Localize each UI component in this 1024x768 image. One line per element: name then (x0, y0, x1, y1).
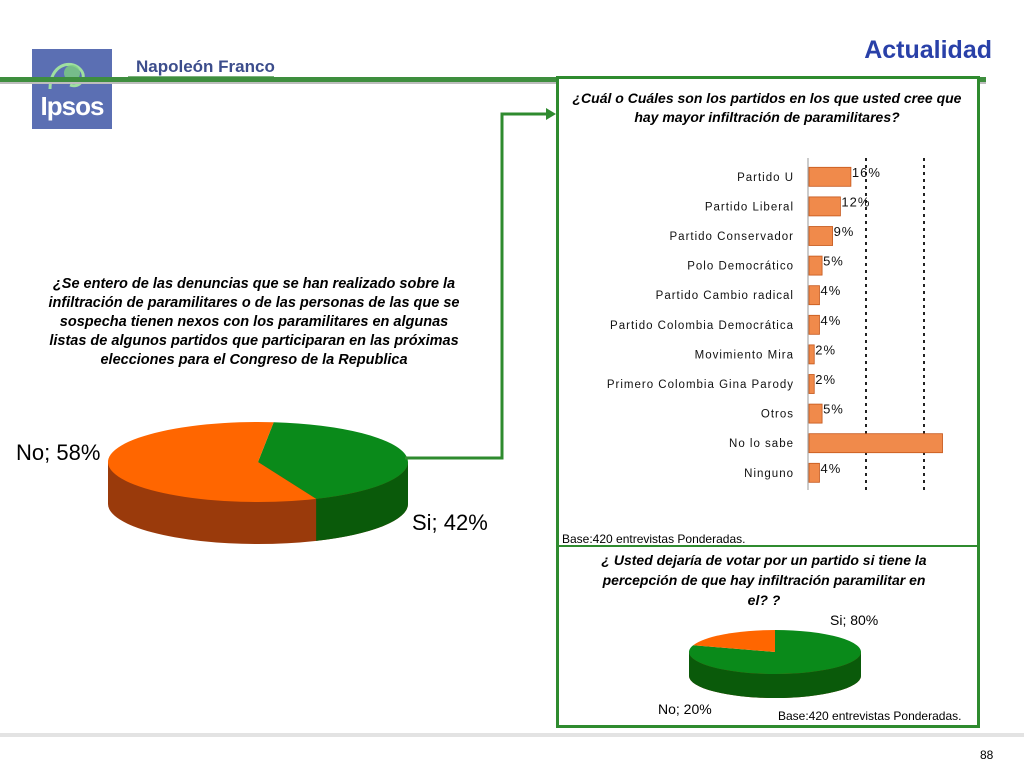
bar-data-label: 9% (833, 224, 855, 239)
page-title: Actualidad (864, 36, 992, 64)
pie2-label-si: Si; 80% (830, 612, 879, 628)
brand-name: Napoleón Franco (136, 57, 275, 76)
pie-chart-1 (100, 418, 420, 558)
bar-1 (809, 197, 840, 216)
bar-category-label: Ninguno (744, 467, 794, 480)
base-note-1: Base:420 entrevistas Ponderadas. (562, 532, 746, 546)
bar-category-label: Movimiento Mira (694, 349, 794, 362)
bar-6 (809, 345, 814, 364)
bar-chart-parties (558, 156, 970, 496)
pie2-label-no: No; 20% (658, 701, 712, 717)
pie1-label-no: No; 58% (16, 440, 101, 465)
page-number: 88 (980, 748, 994, 762)
bar-category-label: Partido Cambio radical (655, 290, 794, 303)
bar-data-label: 5% (823, 253, 844, 269)
bar-category-label: Otros (760, 408, 794, 421)
bar-data-label: 16% (851, 164, 881, 180)
bar-category-label: Primero Colombia Gina Parody (606, 379, 794, 391)
question-1-text: ¿Se entero de las denuncias que se han realizado sobre la infiltración de paramilitares o de las personas de las que se sospecha tienen nexos con los paramilitares en algunas listas de algunos partidos que participaran en las próximas elecciones para el Congreso de la Republica (48, 276, 460, 368)
pie-chart-2 (680, 626, 870, 706)
bar-category-label: Partido Colombia Democrática (610, 319, 794, 332)
bar-data-label: 12% (841, 194, 871, 210)
bar-category-label: Partido Liberal (704, 201, 794, 214)
bar-category-label: Partido Conservador (669, 231, 794, 243)
ipsos-logo (32, 49, 112, 129)
bar-data-label: 2% (815, 342, 837, 358)
bar-data-label: 5% (823, 401, 844, 417)
bar-7 (809, 375, 814, 394)
base-note-2: Base:420 entrevistas Ponderadas. (778, 709, 962, 723)
bar-category-label: No lo sabe (729, 438, 794, 451)
question-2-text: ¿Cuál o Cuáles son los partidos en los que usted cree que hay mayor infiltración de paramilitares? (572, 90, 962, 125)
bar-9 (809, 434, 943, 453)
bar-category-label: Polo Democrático (687, 260, 794, 273)
bar-data-label: 4% (820, 283, 842, 299)
logo-swirl-icon (40, 55, 104, 95)
bar-8 (809, 404, 822, 423)
bar-data-label: 4% (820, 460, 842, 476)
pie1-label-si: Si; 42% (412, 510, 488, 535)
bar-5 (809, 315, 819, 334)
bar-data-label: 2% (815, 372, 837, 387)
bar-3 (809, 256, 822, 275)
bar-data-label: 4% (820, 312, 842, 328)
footer-band (0, 733, 1024, 737)
bar-category-label: Partido U (737, 171, 794, 184)
bar-10 (809, 463, 819, 482)
question-3-text: ¿ Usted dejaría de votar por un partido si tiene la percepción de que hay infiltración paramilitar en el? ? (601, 552, 927, 608)
bar-4 (809, 286, 819, 305)
bar-2 (809, 227, 833, 246)
bar-0 (809, 167, 851, 186)
logo-text: Ipsos (40, 91, 104, 121)
